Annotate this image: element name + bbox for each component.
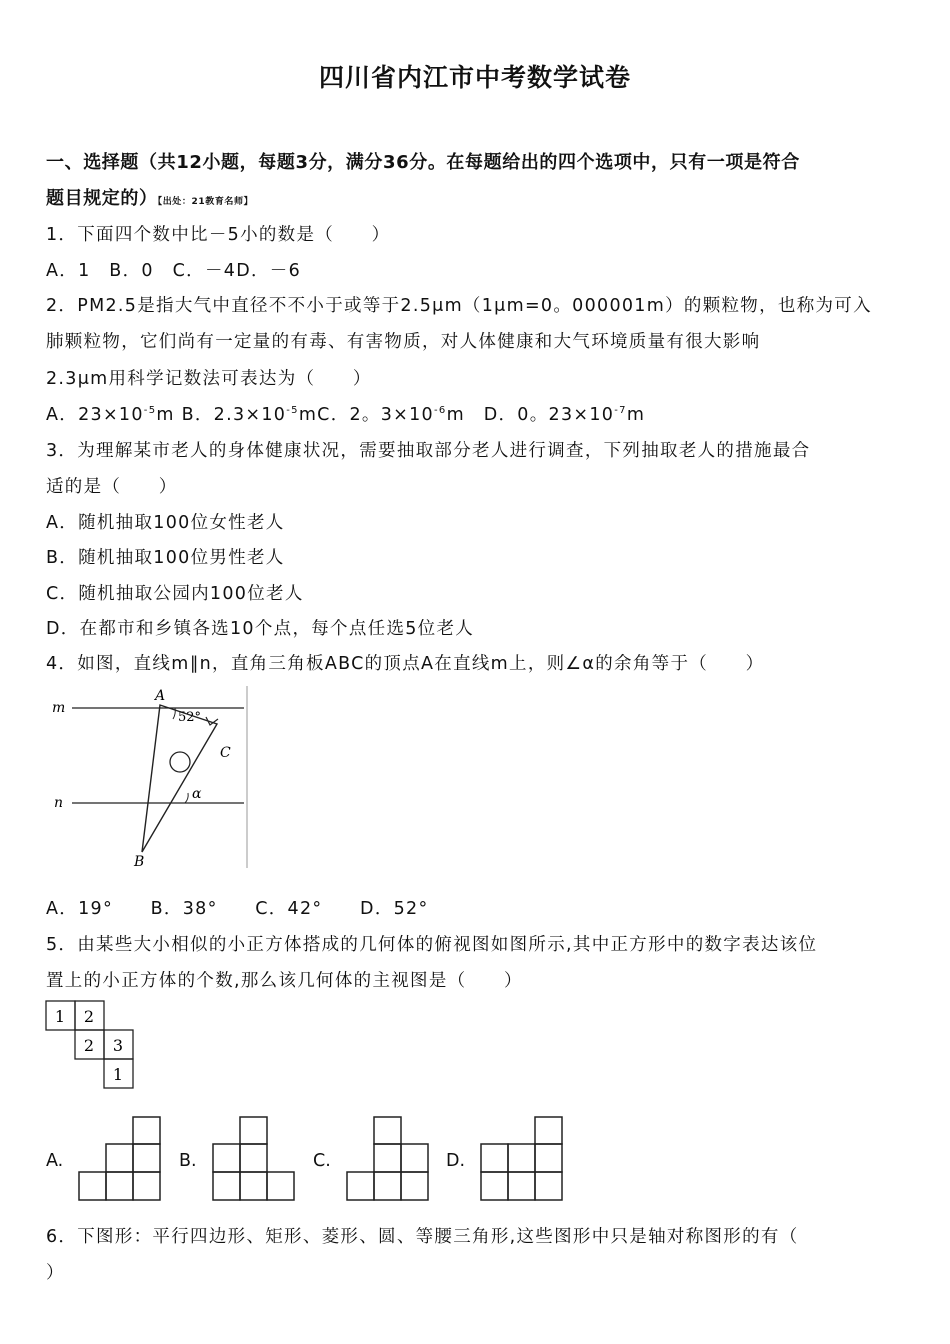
angle-arc-alpha bbox=[185, 793, 188, 803]
cube-face bbox=[267, 1172, 294, 1200]
cube-face bbox=[79, 1172, 106, 1200]
q4-stem: 4．如图，直线m∥n，直角三角板ABC的顶点A在直线m上，则∠α的余角等于（ ） bbox=[46, 654, 765, 674]
q3-option-a: A．随机抽取100位女性老人 bbox=[46, 513, 285, 533]
cube-face bbox=[133, 1117, 160, 1144]
label-b: B bbox=[134, 854, 145, 870]
cube-face bbox=[347, 1172, 374, 1200]
label-alpha: α bbox=[192, 786, 202, 802]
q2-line1: 2．PM2.5是指大气中直径不不小于或等于2.5μm（1μm=0。000001m）的颗粒物，也称为可入 bbox=[46, 296, 872, 316]
q2-options bbox=[46, 401, 645, 426]
cube-face bbox=[508, 1172, 535, 1200]
q5-label-c: C. bbox=[313, 1151, 331, 1171]
q5-option-c-figure bbox=[346, 1116, 430, 1202]
triangle-abc bbox=[142, 705, 217, 852]
q2-option-d: m D．0。23×10 bbox=[446, 405, 615, 425]
cube-face bbox=[481, 1144, 508, 1172]
q1-stem: 1．下面四个数中比－5小的数是（ ） bbox=[46, 225, 391, 245]
q2-option-a: A．23×10 bbox=[46, 405, 144, 425]
cube-face bbox=[213, 1144, 240, 1172]
grid-number: 1 bbox=[112, 1065, 124, 1084]
q5-option-d-figure bbox=[480, 1116, 564, 1202]
q3-option-c: C．随机抽取公园内100位老人 bbox=[46, 584, 304, 604]
q5-line1: 5．由某些大小相似的小正方体搭成的几何体的俯视图如图所示,其中正方形中的数字表达该位 bbox=[46, 935, 818, 955]
cube-face bbox=[106, 1144, 133, 1172]
q3-line1: 3．为理解某市老人的身体健康状况，需要抽取部分老人进行调查，下列抽取老人的措施最合 bbox=[46, 441, 811, 461]
q3-option-d: D．在都市和乡镇各选10个点，每个点任选5位老人 bbox=[46, 619, 475, 639]
q5-option-a-figure bbox=[78, 1116, 162, 1202]
section-heading: 一、选择题（共12小题，每题3分，满分36分。在每题给出的四个选项中，只有一项是符合 bbox=[46, 152, 800, 173]
section-heading-cont bbox=[46, 184, 253, 210]
cube-face bbox=[401, 1172, 428, 1200]
q4-options: A．19° B．38° C．42° D．52° bbox=[46, 899, 429, 919]
cube-face bbox=[401, 1144, 428, 1172]
q6-line2: ） bbox=[46, 1263, 65, 1283]
cube-face bbox=[535, 1117, 562, 1144]
page-title: 四川省内江市中考数学试卷 bbox=[318, 63, 631, 92]
q2-exp-d: -7 bbox=[614, 405, 627, 417]
triangle-hole bbox=[170, 752, 190, 772]
cube-face bbox=[240, 1117, 267, 1144]
cube-face bbox=[133, 1144, 160, 1172]
cube-face bbox=[374, 1172, 401, 1200]
section-heading-line2: 题目规定的） bbox=[46, 188, 158, 209]
grid-number: 3 bbox=[112, 1036, 124, 1055]
label-c: C bbox=[220, 745, 231, 761]
q5-label-b: B. bbox=[179, 1151, 197, 1171]
q5-top-view bbox=[44, 999, 136, 1091]
cube-face bbox=[240, 1172, 267, 1200]
q4-figure bbox=[44, 682, 254, 872]
grid-number: 2 bbox=[83, 1036, 95, 1055]
q3-line2: 适的是（ ） bbox=[46, 477, 178, 497]
cube-face bbox=[374, 1144, 401, 1172]
q6-line1: 6．下图形：平行四边形、矩形、菱形、圆、等腰三角形,这些图形中只是轴对称图形的有（ bbox=[46, 1227, 799, 1247]
q2-line2: 肺颗粒物，它们尚有一定量的有毒、有害物质，对人体健康和大气环境质量有很大影响 bbox=[46, 332, 761, 352]
label-n: n bbox=[54, 795, 64, 811]
cube-face bbox=[535, 1144, 562, 1172]
cube-face bbox=[133, 1172, 160, 1200]
label-angle-52: 52° bbox=[178, 710, 202, 725]
q3-option-b: B．随机抽取100位男性老人 bbox=[46, 548, 285, 568]
cube-face bbox=[374, 1117, 401, 1144]
label-a: A bbox=[155, 688, 166, 704]
q5-line2: 置上的小正方体的个数,那么该几何体的主视图是（ ） bbox=[46, 971, 523, 991]
q2-exp-c: -6 bbox=[434, 405, 447, 417]
cube-face bbox=[240, 1144, 267, 1172]
q2-option-end: m bbox=[626, 405, 646, 425]
cube-face bbox=[508, 1144, 535, 1172]
cube-face bbox=[213, 1172, 240, 1200]
grid-number: 2 bbox=[83, 1007, 95, 1026]
q2-exp-b: -5 bbox=[286, 405, 299, 417]
q1-options: A．1 B．0 C．－4D．－6 bbox=[46, 261, 302, 281]
q2-option-c: mC．2。3×10 bbox=[298, 405, 434, 425]
q2-exp-a: -5 bbox=[143, 405, 157, 417]
q2-option-b: m B．2.3×10 bbox=[156, 405, 287, 425]
q5-label-a: A. bbox=[46, 1151, 64, 1171]
q5-label-d: D. bbox=[446, 1151, 466, 1171]
q2-line3: 2.3μm用科学记数法可表达为（ ） bbox=[46, 369, 372, 389]
cube-face bbox=[535, 1172, 562, 1200]
source-note: 【出处：21教育名师】 bbox=[157, 197, 254, 207]
q5-option-b-figure bbox=[212, 1116, 296, 1202]
grid-number: 1 bbox=[54, 1007, 66, 1026]
label-m: m bbox=[52, 700, 66, 716]
cube-face bbox=[481, 1172, 508, 1200]
cube-face bbox=[106, 1172, 133, 1200]
